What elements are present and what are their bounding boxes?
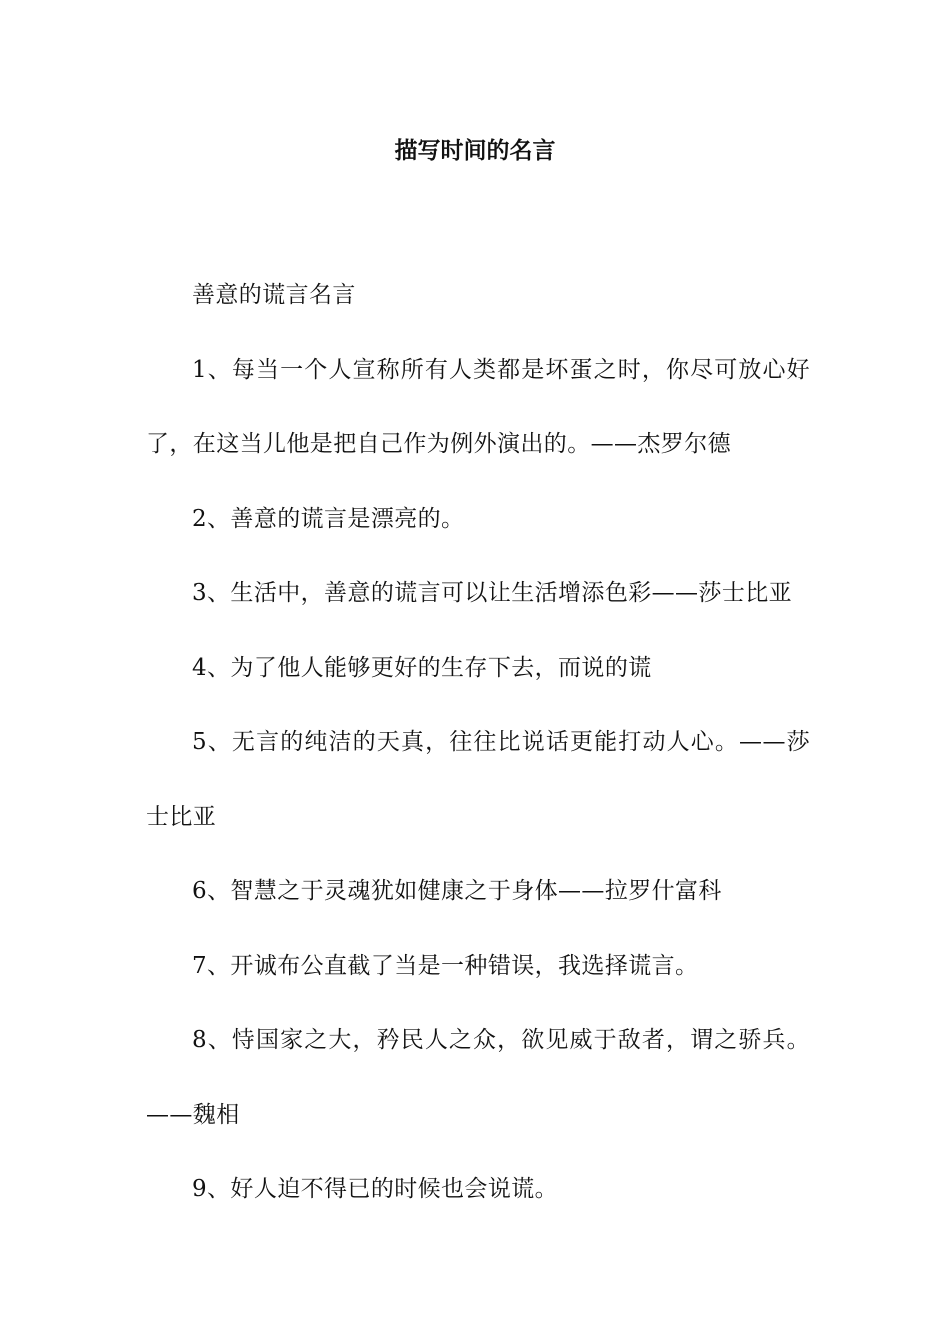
quote-item-8: 8、恃国家之大，矜民人之众，欲见威于敌者，谓之骄兵。——魏相 xyxy=(146,1027,810,1128)
quote-item-5: 5、无言的纯洁的天真，往往比说话更能打动人心。——莎士比亚 xyxy=(146,729,810,830)
document-body xyxy=(146,258,810,1227)
quote-item-7: 7、开诚布公直截了当是一种错误，我选择谎言。 xyxy=(192,952,699,979)
quote-item-1: 1、每当一个人宣称所有人类都是坏蛋之时，你尽可放心好了，在这当儿他是把自己作为例外演出的。——杰罗尔德 xyxy=(146,356,810,457)
quote-item-2: 2、善意的谎言是漂亮的。 xyxy=(192,505,465,532)
quote-item-3: 3、生活中，善意的谎言可以让生活增添色彩——莎士比亚 xyxy=(192,580,793,606)
quote-item-6: 6、智慧之于灵魂犹如健康之于身体——拉罗什富科 xyxy=(192,878,722,904)
quote-item-4: 4、为了他人能够更好的生存下去，而说的谎 xyxy=(192,654,652,681)
quote-item-9: 9、好人迫不得已的时候也会说谎。 xyxy=(192,1176,559,1202)
document-title: 描写时间的名言 xyxy=(394,138,556,164)
section-heading: 善意的谎言名言 xyxy=(192,282,356,308)
